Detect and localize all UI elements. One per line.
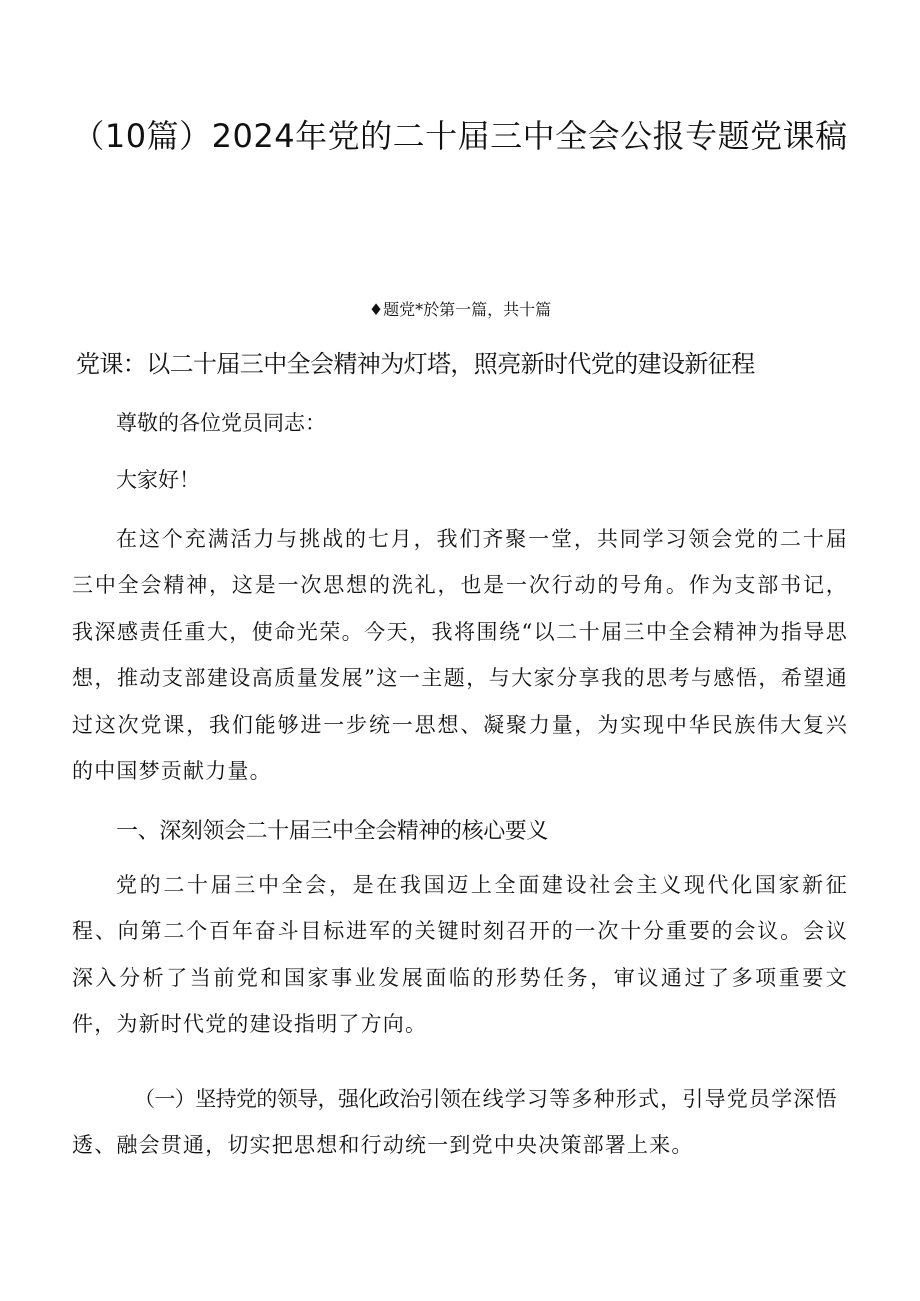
subsection-1-heading: （一）坚持党的领导，强化政治引领 xyxy=(134,1087,461,1111)
section-1-heading: 一、深刻领会二十届三中全会精神的核心要义 xyxy=(116,819,549,844)
section-marker: ♦题党*於第一篇，共十篇 xyxy=(368,300,552,319)
salutation: 尊敬的各位党员同志： xyxy=(116,411,326,435)
greeting: 大家好！ xyxy=(116,468,200,492)
intro-paragraph: 在这个充满活力与挑战的七月，我们齐聚一堂，共同学习领会党的二十届三中全会精神，这是一次思想的洗礼，也是一次行动的号角。作为支部书记，我深感责任重大，使命光荣。今天，我将围绕“以二十届三中全会精神为指导思想，推动支部建设高质量发展”这一主题，与大家分享我的思考与感悟，希望通过这次党课，我们能够进一步统一思想、凝聚力量，为实现中华民族伟大复兴的中国梦贡献力量。 xyxy=(72,527,848,784)
subsection-1-paragraph xyxy=(72,1076,848,1169)
subsection-1-text: 在线学习等多种形式，引导党员学深悟透、融会贯通，切实把思想和行动统一到党中央决策部署上来。 xyxy=(72,1087,838,1158)
document-title: （10篇）2024年党的二十届三中全会公报专题党课稿 xyxy=(72,117,848,155)
lesson-heading: 党课：以二十届三中全会精神为灯塔，照亮新时代党的建设新征程 xyxy=(76,350,755,378)
meeting-paragraph: 党的二十届三中全会，是在我国迈上全面建设社会主义现代化国家新征程、向第二个百年奋斗目标进军的关键时刻召开的一次十分重要的会议。会议深入分析了当前党和国家事业发展面临的形势任务，审议通过了多项重要文件，为新时代党的建设指明了方向。 xyxy=(72,873,848,1037)
